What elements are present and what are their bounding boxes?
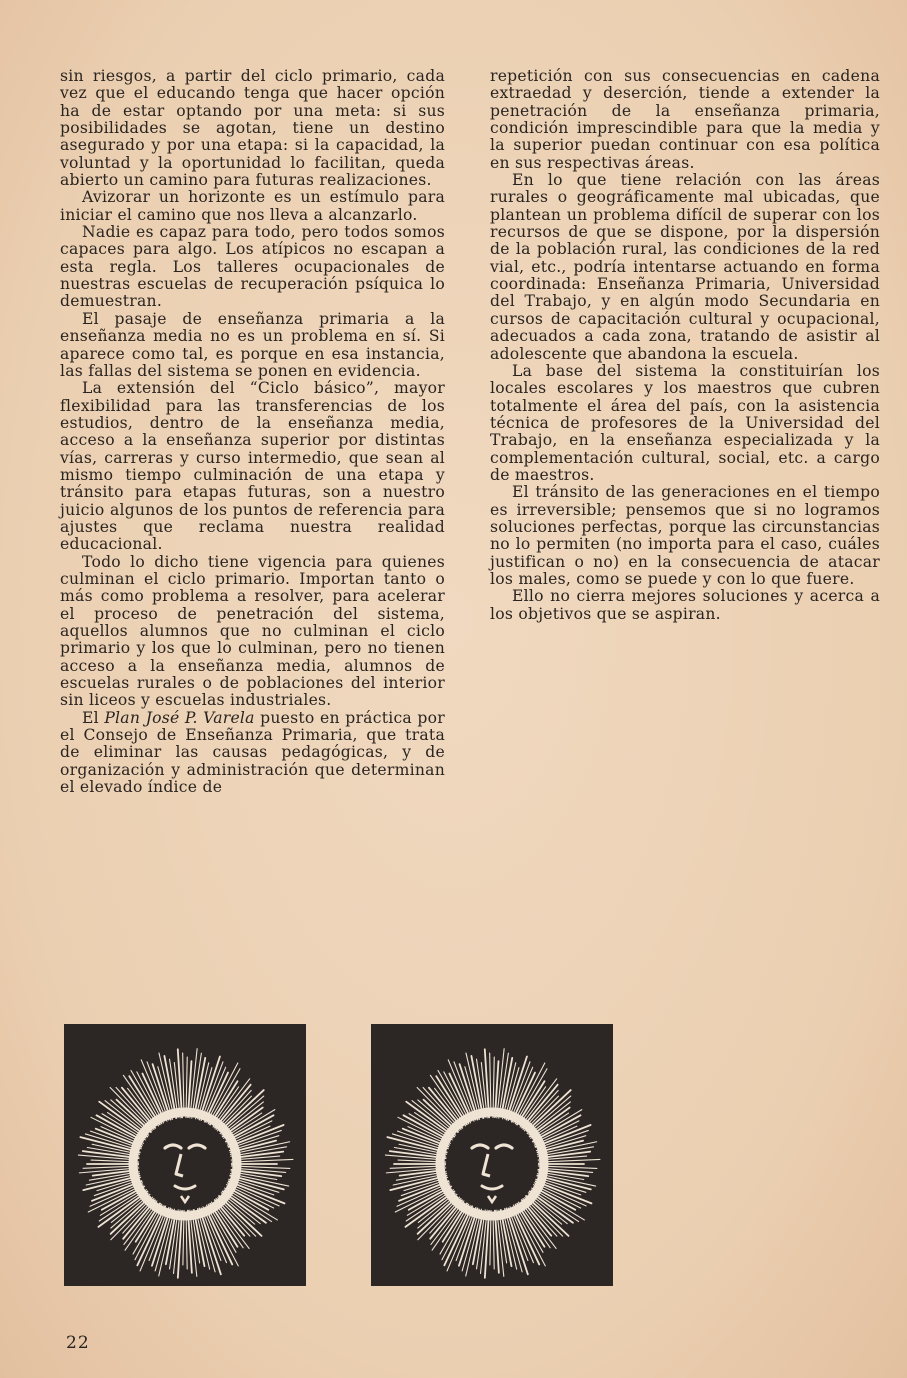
paragraph: Todo lo dicho tiene vigencia para quienes culminan el ciclo primario. Importan tanto o más como problema a resolver, para acelerar el proceso de penetración del sistema, aquellos alumnos que no culminan el ciclo primario y los que lo culminan, pero no tienen acceso a la enseñanza media, alumnos de escuelas rurales o de poblaciones del interior sin liceos y escuelas industriales. — [60, 552, 445, 710]
text-run: puesto en práctica por el Consejo de Enseñanza Primaria, que trata de eliminar las causas pedagógicas, y de organización y administración que determinan el elevado índice de — [60, 708, 445, 797]
page-number: 22 — [66, 1333, 90, 1353]
paragraph: sin riesgos, a partir del ciclo primario, cada vez que el educando tenga que hacer opción ha de estar optando por una meta: si sus posibilidades se agotan, tiene un destino asegurado y por una etapa: si la capacidad, la voluntad y la oportunidad lo facilitan, queda abierto un camino para futuras realizaciones. — [60, 67, 445, 190]
right-column — [490, 68, 880, 623]
left-column — [60, 68, 445, 796]
paragraph: Nadie es capaz para todo, pero todos somos capaces para algo. Los atípicos no escapan a esta regla. Los talleres ocupacionales de nuestras escuelas de recuperación psíquica lo demuestran. — [60, 223, 445, 311]
sun-face-illustration — [371, 1024, 613, 1286]
paragraph: La extensión del “Ciclo básico”, mayor flexibilidad para las transferencias de los estudios, dentro de la enseñanza media, acceso a la enseñanza superior por distintas vías, carreras y curso intermedio, que sean al mismo tiempo culminación de una etapa y tránsito para etapas futuras, son a nuestro juicio algunos de los puntos de referencia para ajustes que reclama nuestra realidad educacional. — [60, 379, 445, 554]
sun-face-icon — [371, 1024, 613, 1286]
paragraph — [60, 710, 445, 797]
plan-name: Plan José P. Varela — [104, 708, 255, 727]
paragraph: repetición con sus consecuencias en cadena extraedad y deserción, tiende a extender la penetración de la enseñanza primaria, condición imprescindible para que la media y la superior puedan continuar con esa política en sus respectivas áreas. — [490, 67, 880, 172]
sun-face-illustration — [64, 1024, 306, 1286]
paragraph: La base del sistema la constituirían los locales escolares y los maestros que cubren totalmente el área del país, con la asistencia técnica de profesores de la Universidad del Trabajo, en la enseñanza especializada y la complementación cultural, social, etc. a cargo de maestros. — [490, 361, 880, 484]
paragraph: En lo que tiene relación con las áreas rurales o geográficamente mal ubicadas, que plantean un problema difícil de superar con los recursos de que se dispone, por la dispersión de la población rural, las condiciones de la red vial, etc., podría intentarse actuando en forma coordinada: Enseñanza Primaria, Universidad del Trabajo, y en algún modo Secundaria en cursos de capacitación cultural y ocupacional, adecuados a cada zona, tratando de asistir al adolescente que abandona la escuela. — [490, 171, 880, 363]
paragraph: Avizorar un horizonte es un estímulo para iniciar el camino que nos lleva a alcanzarlo. — [60, 188, 445, 224]
sun-face-icon — [64, 1024, 306, 1286]
text-run: El — [82, 708, 105, 727]
paragraph: Ello no cierra mejores soluciones y acerca a los objetivos que se aspiran. — [490, 587, 880, 623]
paragraph: El pasaje de enseñanza primaria a la enseñanza media no es un problema en sí. Si aparece como tal, es porque en esa instancia, las fallas del sistema se ponen en evidencia. — [60, 309, 445, 380]
paragraph: El tránsito de las generaciones en el tiempo es irreversible; pensemos que si no logramos soluciones perfectas, porque las circunstancias no lo permiten (no importa para el caso, cuáles justifican o no) en la consecuencia de atacar los males, como se puede y con lo que fuere. — [490, 483, 880, 588]
